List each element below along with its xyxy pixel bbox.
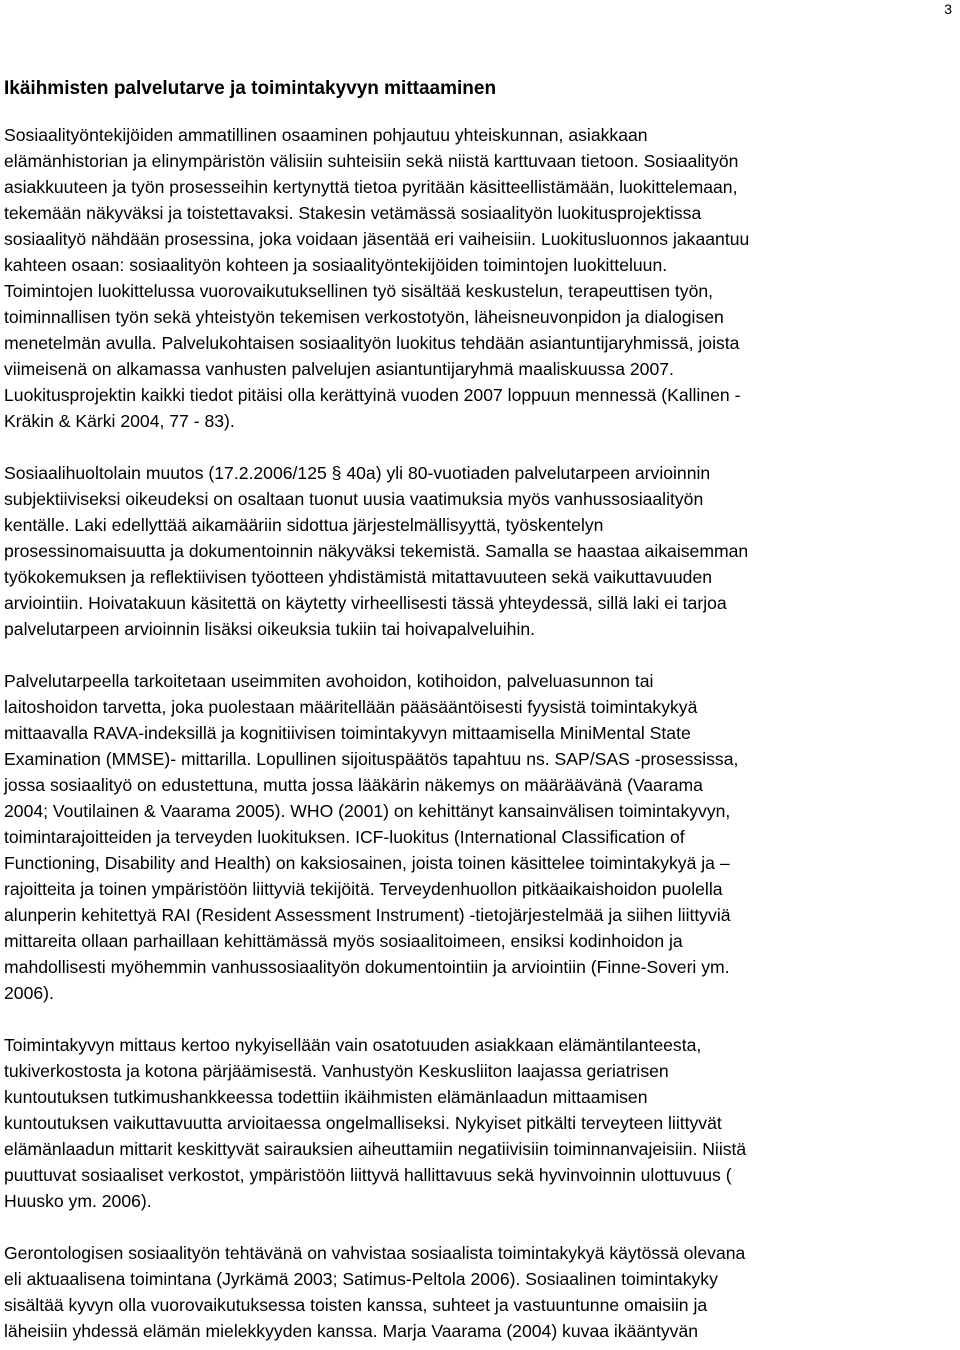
paragraph-line: Toimintakyvyn mittaus kertoo nykyisellään vain osatotuuden asiakkaan elämäntilanteesta, xyxy=(4,1035,702,1055)
paragraph-line: rajoitteita ja toinen ympäristöön liittyviä tekijöitä. Terveydenhuollon pitkäaikaishoidon puolella xyxy=(4,879,723,899)
paragraph-line: Functioning, Disability and Health) on kaksiosainen, joista toinen käsittelee toimintakykyä ja – xyxy=(4,853,730,873)
paragraph xyxy=(4,460,949,642)
paragraph-line: prosessinomaisuutta ja dokumentoinnin näkyväksi tekemistä. Samalla se haastaa aikaisemman xyxy=(4,541,749,561)
paragraph-line: toimintarajoitteiden ja terveyden luokituksen. ICF-luokitus (International Classification of xyxy=(4,827,685,847)
paragraph-line: elämänhistorian ja elinympäristön välisiin suhteisiin sekä niistä karttuvaan tietoon. Sosiaalityön xyxy=(4,151,739,171)
paragraph-line: Luokitusprojektin kaikki tiedot pitäisi olla kerättyinä vuoden 2007 loppuun mennessä (Kallinen - xyxy=(4,385,741,405)
paragraph-line: menetelmän avulla. Palvelukohtaisen sosiaalityön luokitus tehdään asiantuntijaryhmissä, joista xyxy=(4,333,740,353)
paragraph-line: tekemään näkyväksi ja toistettavaksi. Stakesin vetämässä sosiaalityön luokitusprojektissa xyxy=(4,203,702,223)
paragraph-line: läheisiin yhdessä elämän mielekkyyden kanssa. Marja Vaarama (2004) kuvaa ikääntyvän xyxy=(4,1321,699,1341)
paragraph-line: subjektiiviseksi oikeudeksi on osaltaan tuonut uusia vaatimuksia myös vanhussosiaalityön xyxy=(4,489,704,509)
paragraph-line: arviointiin. Hoivatakuun käsitettä on käytetty virheellisesti tässä yhteydessä, sillä laki ei tarjoa xyxy=(4,593,727,613)
paragraph-line: laitoshoidon tarvetta, joka puolestaan määritellään pääsääntöisesti fyysistä toimintakykyä xyxy=(4,697,698,717)
paragraph-line: kuntoutuksen vaikuttavuutta arvioitaessa ongelmalliseksi. Nykyiset pitkälti terveyteen liittyvät xyxy=(4,1113,722,1133)
paragraph-line: mittareita ollaan parhaillaan kehittämässä myös sosiaalitoimeen, ensiksi kodinhoidon ja xyxy=(4,931,683,951)
paragraph-line: tukiverkostosta ja kotona pärjäämisestä. Vanhustyön Keskusliiton laajassa geriatrisen xyxy=(4,1061,669,1081)
paragraph-line: kuntoutuksen tutkimushankkeessa todettiin ikäihmisten elämänlaadun mittaamisen xyxy=(4,1087,648,1107)
paragraph-line: kahteen osaan: sosiaalityön kohteen ja sosiaalityöntekijöiden toimintojen luokitteluun. xyxy=(4,255,668,275)
paragraph-line: sisältää kyvyn olla vuorovaikutuksessa toisten kanssa, suhteet ja vastuuntunne omaisiin ja xyxy=(4,1295,708,1315)
paragraph-line: toiminnallisen työn sekä yhteistyön tekemisen verkostotyön, läheisneuvonpidon ja dialogisen xyxy=(4,307,724,327)
paragraph-line: Toimintojen luokittelussa vuorovaikutuksellinen työ sisältää keskustelun, terapeuttisen työn, xyxy=(4,281,714,301)
page-number: 3 xyxy=(944,1,952,17)
paragraph-line: eli aktuaalisena toimintana (Jyrkämä 2003; Satimus-Peltola 2006). Sosiaalinen toimintakyky xyxy=(4,1269,718,1289)
paragraph-line: 2006). xyxy=(4,983,54,1003)
paragraph xyxy=(4,122,949,434)
paragraph-line: elämänlaadun mittarit keskittyvät sairauksien aiheuttamiin negatiivisiin toiminnanvajeisiin. Niistä xyxy=(4,1139,747,1159)
paragraph-line: viimeisenä on alkamassa vanhusten palvelujen asiantuntijaryhmä maaliskuussa 2007. xyxy=(4,359,674,379)
paragraphs-container xyxy=(4,122,949,1344)
paragraph-line: 2004; Voutilainen & Vaarama 2005). WHO (2001) on kehittänyt kansainvälisen toimintakyvyn, xyxy=(4,801,731,821)
paragraph-line: palvelutarpeen arvioinnin lisäksi oikeuksia tukiin tai hoivapalveluihin. xyxy=(4,619,536,639)
paragraph-line: mittaavalla RAVA-indeksillä ja kognitiivisen toimintakyvyn mittaamisella MiniMental State xyxy=(4,723,691,743)
document-body xyxy=(4,76,949,1344)
paragraph-line: Kräkin & Kärki 2004, 77 - 83). xyxy=(4,411,235,431)
paragraph-line: jossa sosiaalityö on edustettuna, mutta jossa lääkärin näkemys on määräävänä (Vaarama xyxy=(4,775,703,795)
paragraph-line: Gerontologisen sosiaalityön tehtävänä on vahvistaa sosiaalista toimintakykyä käytössä olevana xyxy=(4,1243,746,1263)
paragraph xyxy=(4,1240,949,1344)
paragraph-line: mahdollisesti myöhemmin vanhussosiaalityön dokumentointiin ja arviointiin (Finne-Soveri ym. xyxy=(4,957,730,977)
paragraph-line: kentälle. Laki edellyttää aikamääriin sidottua järjestelmällisyyttä, työskentelyn xyxy=(4,515,604,535)
paragraph-line: Examination (MMSE)- mittarilla. Lopullinen sijoituspäätös tapahtuu ns. SAP/SAS -prosessissa, xyxy=(4,749,739,769)
paragraph-line: alunperin kehitettyä RAI (Resident Assessment Instrument) -tietojärjestelmää ja siihen liittyviä xyxy=(4,905,731,925)
paragraph-line: Huusko ym. 2006). xyxy=(4,1191,152,1211)
paragraph-line: Sosiaalityöntekijöiden ammatillinen osaaminen pohjautuu yhteiskunnan, asiakkaan xyxy=(4,125,648,145)
paragraph-line: Sosiaalihuoltolain muutos (17.2.2006/125 § 40a) yli 80-vuotiaden palvelutarpeen arvioinnin xyxy=(4,463,711,483)
paragraph xyxy=(4,1032,949,1214)
paragraph xyxy=(4,668,949,1006)
page-title: Ikäihmisten palvelutarve ja toimintakyvyn mittaaminen xyxy=(4,78,497,99)
paragraph-line: puuttuvat sosiaaliset verkostot, ympäristöön liittyvä hallittavuus sekä hyvinvoinnin ulottuvuus ( xyxy=(4,1165,732,1185)
paragraph-line: työkokemuksen ja reflektiivisen työotteen yhdistämistä mitattavuuteen sekä vaikuttavuuden xyxy=(4,567,713,587)
paragraph-line: Palvelutarpeella tarkoitetaan useimmiten avohoidon, kotihoidon, palveluasunnon tai xyxy=(4,671,654,691)
paragraph-line: asiakkuuteen ja työn prosesseihin kertynyttä tietoa pyritään käsitteellistämään, luokittelemaan, xyxy=(4,177,738,197)
paragraph-line: sosiaalityö nähdään prosessina, joka voidaan jäsentää eri vaiheisiin. Luokitusluonnos jakaantuu xyxy=(4,229,750,249)
